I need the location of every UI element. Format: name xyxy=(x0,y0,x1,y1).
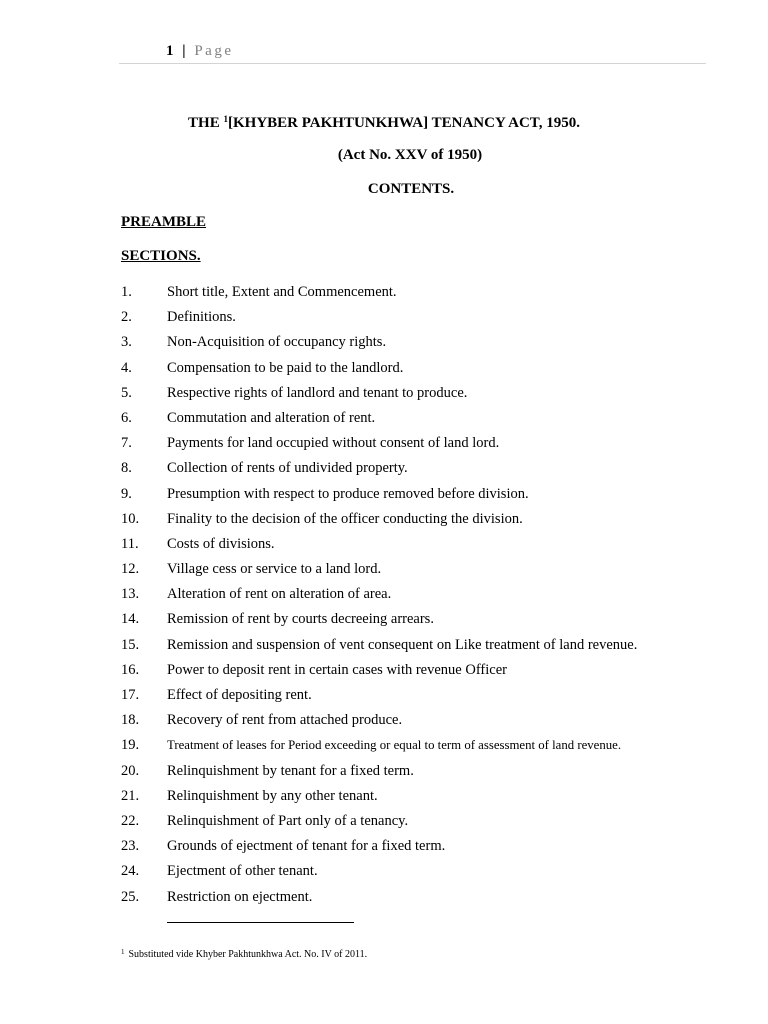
section-title: Finality to the decision of the officer conducting the division. xyxy=(167,510,523,527)
section-item xyxy=(121,332,721,357)
section-number: 13. xyxy=(121,586,140,603)
section-title: Remission of rent by courts decreeing arrears. xyxy=(167,611,434,628)
section-item xyxy=(121,861,721,886)
section-item xyxy=(121,710,721,735)
section-title: Grounds of ejectment of tenant for a fixed term. xyxy=(167,838,446,855)
section-title: Payments for land occupied without consent of land lord. xyxy=(167,435,500,452)
section-number: 24. xyxy=(121,863,140,880)
section-title: Relinquishment of Part only of a tenancy. xyxy=(167,812,409,829)
section-number: 9. xyxy=(121,485,132,502)
preamble-heading: PREAMBLE xyxy=(121,214,207,230)
page-word: Page xyxy=(194,43,234,59)
section-number: 3. xyxy=(121,334,132,351)
footnote-text: Substituted vide Khyber Pakhtunkhwa Act. No. IV of 2011. xyxy=(128,949,368,960)
section-number: 11. xyxy=(121,535,139,552)
section-title: Village cess or service to a land lord. xyxy=(167,561,382,578)
section-number: 8. xyxy=(121,460,132,477)
section-title: Commutation and alteration of rent. xyxy=(167,409,376,426)
section-item xyxy=(121,458,721,483)
section-title: Effect of depositing rent. xyxy=(167,687,312,703)
section-title: Recovery of rent from attached produce. xyxy=(167,712,403,729)
section-number: 21. xyxy=(121,787,140,804)
section-item xyxy=(121,685,721,710)
section-item xyxy=(121,433,721,458)
section-number: 6. xyxy=(121,409,132,426)
title-rest: [KHYBER PAKHTUNKHWA] TENANCY ACT, 1950. xyxy=(227,115,580,131)
footnote-ref: 1 xyxy=(121,948,125,956)
section-title: Remission and suspension of vent consequent on Like treatment of land revenue. xyxy=(167,636,638,653)
section-item xyxy=(121,584,721,609)
section-number: 23. xyxy=(121,838,140,855)
section-number: 17. xyxy=(121,687,140,703)
section-number: 25. xyxy=(121,888,140,905)
section-item xyxy=(121,635,721,660)
section-item xyxy=(121,509,721,534)
section-number: 14. xyxy=(121,611,140,628)
section-title: Treatment of leases for Period exceeding or equal to term of assessment of land revenue. xyxy=(167,738,622,753)
title-prefix: THE xyxy=(188,115,224,131)
section-number: 10. xyxy=(121,510,140,527)
section-item xyxy=(121,660,721,685)
header-rule xyxy=(119,63,706,64)
section-title: Compensation to be paid to the landlord. xyxy=(167,359,404,376)
section-title: Costs of divisions. xyxy=(167,535,275,552)
section-title: Definitions. xyxy=(167,309,236,326)
footnote xyxy=(121,948,367,960)
page-header xyxy=(166,43,233,60)
sections-list xyxy=(121,282,721,912)
section-title: Collection of rents of undivided property. xyxy=(167,460,408,477)
page-number: 1 xyxy=(166,43,174,59)
section-item xyxy=(121,836,721,861)
section-item xyxy=(121,408,721,433)
title-footnote-ref: 1 xyxy=(223,114,228,124)
section-title: Power to deposit rent in certain cases with revenue Officer xyxy=(167,661,507,678)
section-item xyxy=(121,358,721,383)
section-number: 16. xyxy=(121,661,140,678)
section-item xyxy=(121,559,721,584)
section-item xyxy=(121,383,721,408)
section-item xyxy=(121,811,721,836)
section-number: 20. xyxy=(121,762,140,779)
section-title: Restriction on ejectment. xyxy=(167,888,313,905)
sections-heading: SECTIONS. xyxy=(121,248,201,264)
section-item xyxy=(121,282,721,307)
section-title: Respective rights of landlord and tenant to produce. xyxy=(167,384,468,401)
section-item xyxy=(121,484,721,509)
section-item xyxy=(121,735,721,760)
act-number: (Act No. XXV of 1950) xyxy=(337,147,483,163)
section-item xyxy=(121,609,721,634)
document-title xyxy=(0,114,768,132)
section-number: 7. xyxy=(121,435,132,452)
section-number: 1. xyxy=(121,284,132,300)
section-item xyxy=(121,307,721,332)
section-number: 4. xyxy=(121,359,132,376)
section-item xyxy=(121,761,721,786)
section-item xyxy=(121,887,721,912)
section-title: Non-Acquisition of occupancy rights. xyxy=(167,334,387,351)
section-number: 5. xyxy=(121,384,132,401)
contents-heading: CONTENTS. xyxy=(367,181,455,197)
section-number: 2. xyxy=(121,309,132,326)
section-title: Relinquishment by any other tenant. xyxy=(167,787,378,804)
section-item xyxy=(121,786,721,811)
section-number: 12. xyxy=(121,561,140,578)
section-item xyxy=(121,534,721,559)
section-title: Relinquishment by tenant for a fixed term. xyxy=(167,762,414,779)
footnote-rule xyxy=(167,922,354,923)
section-number: 19. xyxy=(121,737,140,754)
section-title: Alteration of rent on alteration of area. xyxy=(167,586,392,603)
section-number: 22. xyxy=(121,812,140,829)
section-title: Short title, Extent and Commencement. xyxy=(167,284,397,300)
section-number: 15. xyxy=(121,636,140,653)
section-number: 18. xyxy=(121,712,140,729)
section-title: Ejectment of other tenant. xyxy=(167,863,318,880)
page-separator: | xyxy=(182,43,187,59)
section-title: Presumption with respect to produce removed before division. xyxy=(167,485,529,502)
